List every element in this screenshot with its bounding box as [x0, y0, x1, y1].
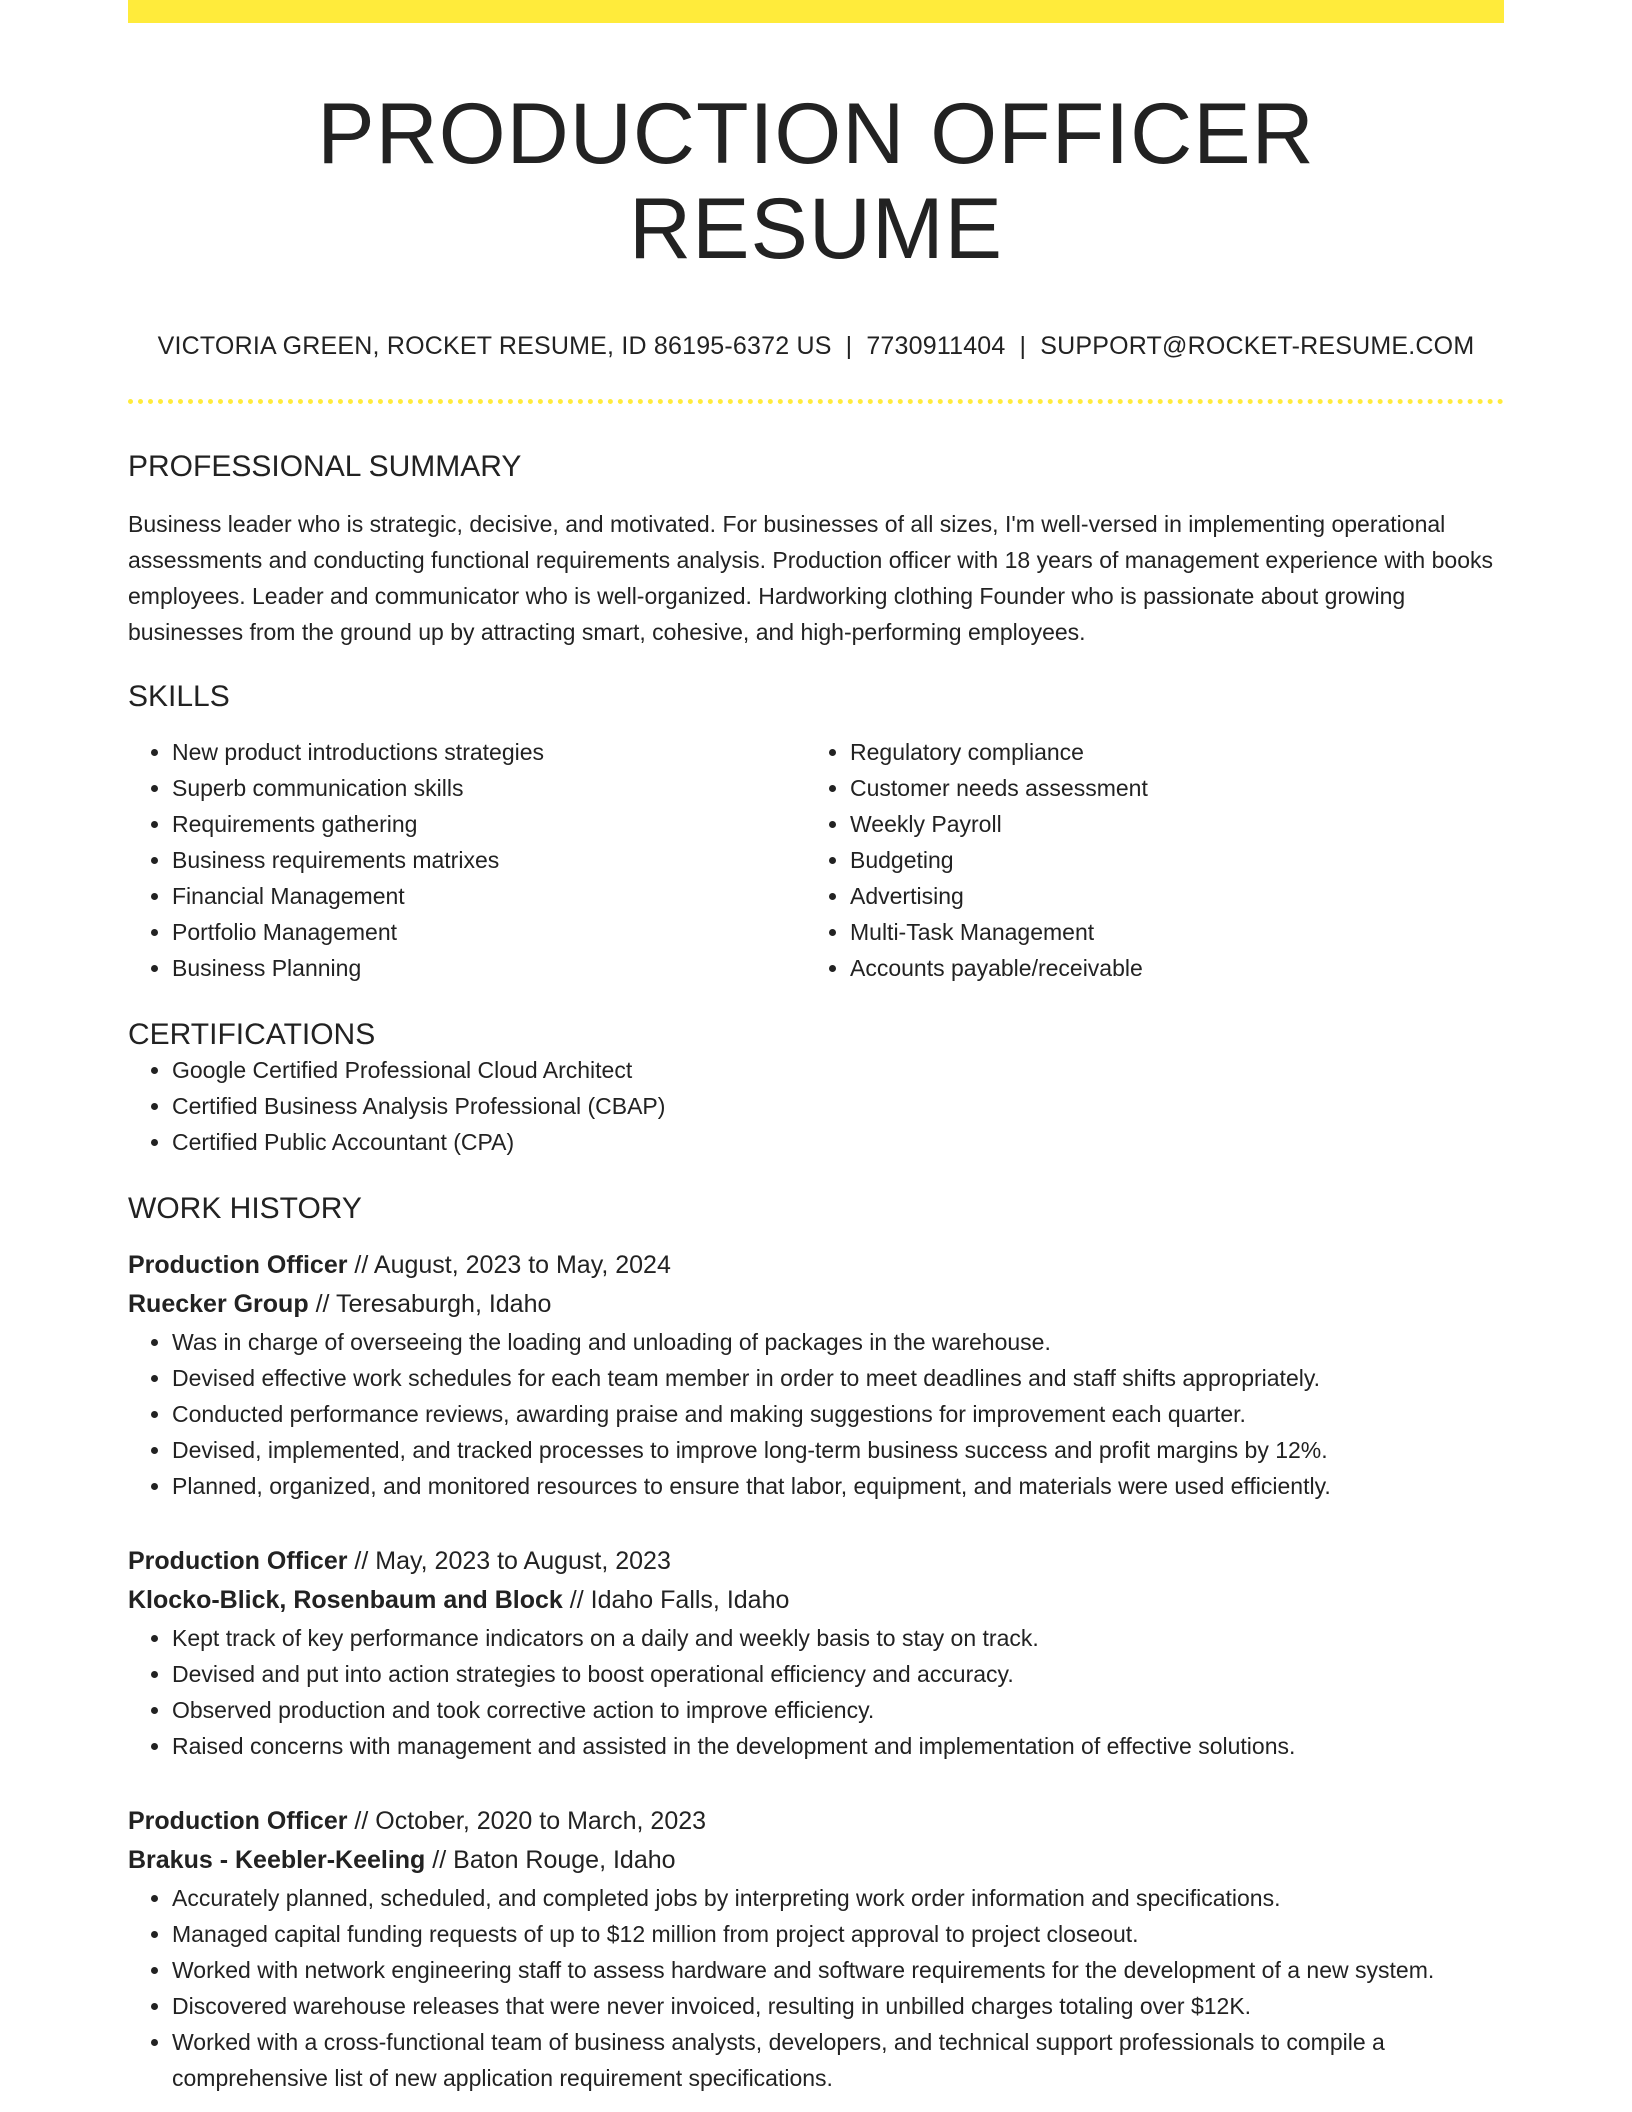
job-bullet: • Was in charge of overseeing the loading and unloading of packages in the warehouse.	[172, 1324, 1504, 1360]
job-bullet: • Conducted performance reviews, awarding praise and making suggestions for improvement each quarter.	[172, 1396, 1504, 1432]
contact-separator: |	[845, 332, 853, 361]
summary-heading: PROFESSIONAL SUMMARY	[128, 450, 522, 484]
job-title-line	[128, 1246, 1504, 1285]
job-company-line	[128, 1285, 1504, 1324]
job-bullet: • Devised and put into action strategies to boost operational efficiency and accuracy.	[172, 1656, 1504, 1692]
job-title: Production Officer	[128, 1807, 348, 1836]
certifications-list	[128, 1052, 1504, 1160]
job-separator: //	[569, 1586, 584, 1615]
summary-text: Business leader who is strategic, decisive, and motivated. For businesses of all sizes, I'm well-versed in implementing operational assessments and conducting functional requirements analysis. Production officer with 18 years of management experience with books employees. Leader and communicator who is well-organized. Hardworking clothing Founder who is passionate about growing businesses from the ground up by attracting smart, cohesive, and high-performing employees.	[128, 511, 1493, 646]
skill-item: • Customer needs assessment	[850, 770, 1484, 806]
job-bullet: • Devised effective work schedules for each team member in order to meet deadlines and staff shifts appropriately.	[172, 1360, 1504, 1396]
skills-list-left	[128, 734, 806, 986]
job-bullets	[128, 1324, 1504, 1504]
skill-item: • Portfolio Management	[172, 914, 806, 950]
summary-section	[128, 450, 1504, 650]
skill-item: • Business requirements matrixes	[172, 842, 806, 878]
job-entry	[128, 1802, 1504, 2096]
job-separator: //	[354, 1547, 369, 1576]
skill-item: • Advertising	[850, 878, 1484, 914]
work-history-heading: WORK HISTORY	[128, 1192, 362, 1226]
job-title-line	[128, 1542, 1504, 1581]
job-title-line	[128, 1802, 1504, 1841]
skill-item: • Weekly Payroll	[850, 806, 1484, 842]
job-dates: October, 2020 to March, 2023	[375, 1807, 707, 1836]
contact-email: SUPPORT@ROCKET-RESUME.COM	[1040, 332, 1475, 361]
job-title: Production Officer	[128, 1251, 348, 1280]
certification-item: • Google Certified Professional Cloud Architect	[172, 1052, 1504, 1088]
skills-section	[128, 680, 1504, 986]
job-location: Idaho Falls, Idaho	[590, 1586, 790, 1615]
resume-page	[128, 0, 1504, 2096]
skill-item: • Superb communication skills	[172, 770, 806, 806]
dotted-divider	[128, 399, 1504, 404]
job-company: Klocko-Blick, Rosenbaum and Block	[128, 1586, 563, 1615]
certification-item: • Certified Public Accountant (CPA)	[172, 1124, 1504, 1160]
skills-column-left	[128, 734, 806, 986]
job-bullet: • Raised concerns with management and assisted in the development and implementation of effective solutions.	[172, 1728, 1504, 1764]
skill-item: • Financial Management	[172, 878, 806, 914]
skill-item: • New product introductions strategies	[172, 734, 806, 770]
skills-column-right	[806, 734, 1484, 986]
job-bullet: • Observed production and took corrective action to improve efficiency.	[172, 1692, 1504, 1728]
job-separator: //	[432, 1846, 447, 1875]
skills-heading: SKILLS	[128, 680, 230, 714]
contact-phone: 7730911404	[866, 332, 1006, 361]
job-bullet: • Planned, organized, and monitored resources to ensure that labor, equipment, and materials were used efficiently.	[172, 1468, 1504, 1504]
skill-item: • Budgeting	[850, 842, 1484, 878]
job-bullets	[128, 1880, 1504, 2096]
skill-item: • Multi-Task Management	[850, 914, 1484, 950]
job-location: Teresaburgh, Idaho	[335, 1290, 552, 1319]
job-entry	[128, 1246, 1504, 1504]
certifications-section	[128, 1018, 1504, 1160]
job-bullet: • Worked with a cross-functional team of business analysts, developers, and technical support professionals to compile a comprehensive list of new application requirement specifications.	[172, 2024, 1504, 2096]
job-entry	[128, 1542, 1504, 1764]
skill-item: • Regulatory compliance	[850, 734, 1484, 770]
job-bullets	[128, 1620, 1504, 1764]
work-history-section	[128, 1192, 1504, 2096]
skills-list-right	[806, 734, 1484, 986]
accent-bar	[128, 0, 1504, 23]
job-separator: //	[354, 1807, 369, 1836]
job-separator: //	[354, 1251, 369, 1280]
contact-address: VICTORIA GREEN, ROCKET RESUME, ID 86195-6372 US	[157, 332, 832, 361]
job-location: Baton Rouge, Idaho	[453, 1846, 676, 1875]
contact-line	[128, 332, 1504, 361]
job-company-line	[128, 1581, 1504, 1620]
job-title: Production Officer	[128, 1547, 348, 1576]
contact-separator: |	[1019, 332, 1027, 361]
job-dates: August, 2023 to May, 2024	[373, 1251, 671, 1280]
job-company-line	[128, 1841, 1504, 1880]
certifications-heading: CERTIFICATIONS	[128, 1018, 376, 1052]
skill-item: • Business Planning	[172, 950, 806, 986]
job-dates: May, 2023 to August, 2023	[375, 1547, 671, 1576]
job-bullet: • Devised, implemented, and tracked processes to improve long-term business success and profit margins by 12%.	[172, 1432, 1504, 1468]
job-company: Ruecker Group	[128, 1290, 309, 1319]
job-bullet: • Worked with network engineering staff to assess hardware and software requirements for the development of a new system.	[172, 1952, 1504, 1988]
page-title: PRODUCTION OFFICER RESUME	[317, 86, 1315, 277]
skill-item: • Requirements gathering	[172, 806, 806, 842]
skills-grid	[128, 734, 1504, 986]
job-company: Brakus - Keebler-Keeling	[128, 1846, 426, 1875]
job-bullet: • Accurately planned, scheduled, and completed jobs by interpreting work order information and specifications.	[172, 1880, 1504, 1916]
job-separator: //	[315, 1290, 330, 1319]
job-bullet: • Managed capital funding requests of up to $12 million from project approval to project closeout.	[172, 1916, 1504, 1952]
job-bullet: • Kept track of key performance indicators on a daily and weekly basis to stay on track.	[172, 1620, 1504, 1656]
job-bullet: • Discovered warehouse releases that were never invoiced, resulting in unbilled charges totaling over $12K.	[172, 1988, 1504, 2024]
skill-item: • Accounts payable/receivable	[850, 950, 1484, 986]
certification-item: • Certified Business Analysis Professional (CBAP)	[172, 1088, 1504, 1124]
